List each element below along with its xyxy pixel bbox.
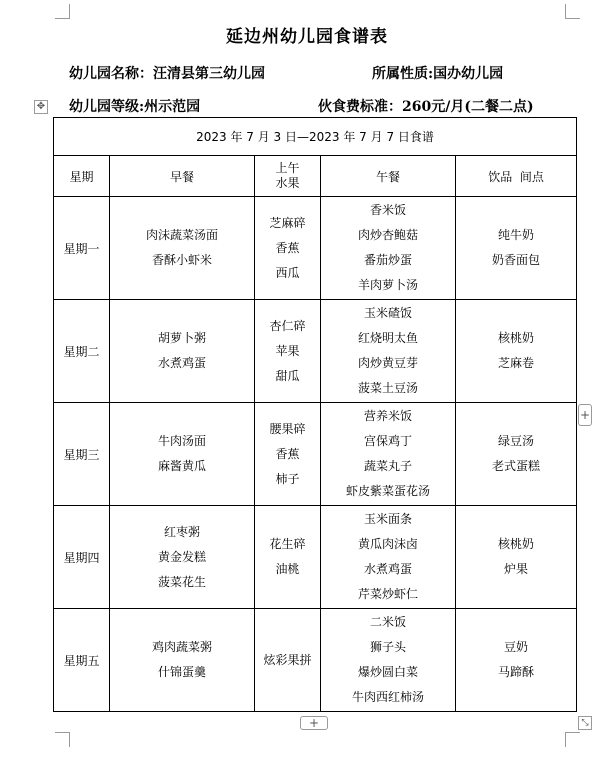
drink-cell [456,609,577,712]
day-cell: 星期四 [54,506,110,609]
header-drink-snack: 饮品 间点 [456,156,577,197]
table-move-handle-icon[interactable]: ✥ [34,100,48,114]
table-resize-handle-icon[interactable]: ⤡ [578,716,592,730]
fruit-cell [255,300,321,403]
breakfast-item: 肉沫蔬菜汤面 [145,228,218,242]
lunch-item: 肉炒黄豆芽 [357,356,418,370]
breakfast-item: 菠菜花生 [157,574,206,589]
fruit-cell [255,403,321,506]
document-title: 延边州幼儿园食谱表 [226,27,388,47]
drink-item: 核桃奶 [498,537,535,551]
lunch-item: 芹菜炒虾仁 [357,587,418,601]
breakfast-item: 红枣粥 [163,524,200,539]
breakfast-cell [110,403,255,506]
drink-item: 老式蛋糕 [492,459,541,473]
table-row [54,197,577,300]
day-cell: 星期三 [54,403,110,506]
fruit-cell [255,506,321,609]
drink-cell [456,506,577,609]
drink-item: 纯牛奶 [498,228,535,242]
fruit-item: 西瓜 [275,265,300,280]
lunch-item: 狮子头 [369,640,406,654]
fruit-item: 杏仁碎 [269,318,306,333]
lunch-item: 水煮鸡蛋 [363,562,412,576]
drink-item: 炉果 [504,562,529,576]
lunch-item: 菠菜土豆汤 [357,381,418,395]
fruit-item: 花生碎 [269,537,306,551]
lunch-item: 玉米碴饭 [363,306,412,320]
drink-cell [456,403,577,506]
lunch-cell [321,506,456,609]
drink-cell [456,300,577,403]
crop-mark-bottom-right [565,732,580,747]
fruit-item: 甜瓜 [275,368,300,383]
breakfast-item: 麻酱黄瓜 [157,459,206,473]
lunch-cell [321,197,456,300]
kindergarten-name: 幼儿园名称：汪清县第三幼儿园 [69,66,265,82]
drink-item: 豆奶 [504,640,529,654]
table-row [54,300,577,403]
fruit-item: 香蕉 [275,446,300,461]
breakfast-item: 香酥小虾米 [151,253,212,267]
breakfast-cell [110,300,255,403]
fruit-item: 油桃 [275,562,300,576]
breakfast-item: 鸡肉蔬菜粥 [151,640,212,654]
lunch-item: 蔬菜丸子 [363,459,412,473]
breakfast-item: 黄金发糕 [157,549,206,564]
add-row-button[interactable]: + [300,716,328,730]
day-cell: 星期五 [54,609,110,712]
lunch-item: 牛肉西红柿汤 [351,690,424,704]
table-row [54,403,577,506]
fruit-item: 香蕉 [275,240,300,255]
date-range-cell: 2023 年 7 月 3 日—2023 年 7 月 7 日食谱 [54,118,577,156]
menu-table [53,117,577,712]
fruit-item: 腰果碎 [269,421,306,436]
lunch-item: 宫保鸡丁 [363,434,412,448]
breakfast-item: 胡萝卜粥 [157,331,206,345]
lunch-item: 爆炒圆白菜 [357,665,418,679]
drink-item: 芝麻卷 [498,356,535,370]
lunch-item: 玉米面条 [363,512,412,526]
breakfast-cell [110,197,255,300]
drink-cell [456,197,577,300]
breakfast-item: 水煮鸡蛋 [157,356,206,370]
fruit-item: 芝麻碎 [269,215,306,230]
header-fruit-line1: 上午 [275,161,300,175]
header-breakfast: 早餐 [110,156,255,197]
day-cell: 星期二 [54,300,110,403]
table-row [54,506,577,609]
lunch-item: 香米饭 [369,203,406,217]
lunch-item: 红烧明太鱼 [357,331,418,345]
fruit-cell [255,609,321,712]
fruit-item: 柿子 [275,471,300,486]
lunch-item: 黄瓜肉沫卤 [357,537,418,551]
drink-item: 马蹄酥 [498,665,535,679]
table-row [54,609,577,712]
breakfast-item: 牛肉汤面 [157,434,206,448]
header-fruit [255,156,321,197]
meal-fee-standard: 伙食费标准：260元/月(二餐二点) [318,99,534,115]
crop-mark-top-right [565,4,580,19]
lunch-item: 羊肉萝卜汤 [357,278,418,292]
drink-item: 绿豆汤 [498,434,535,448]
lunch-cell [321,609,456,712]
breakfast-item: 什锦蛋羹 [157,665,206,679]
fruit-item: 苹果 [275,343,300,358]
header-lunch: 午餐 [321,156,456,197]
day-cell: 星期一 [54,197,110,300]
lunch-item: 二米饭 [369,615,406,629]
drink-item: 奶香面包 [492,253,541,267]
add-column-button[interactable]: + [578,404,592,426]
drink-item: 核桃奶 [498,331,535,345]
lunch-item: 虾皮紫菜蛋花汤 [345,484,430,498]
lunch-cell [321,300,456,403]
breakfast-cell [110,609,255,712]
lunch-item: 番茄炒蛋 [363,253,412,267]
lunch-cell [321,403,456,506]
header-fruit-line2: 水果 [275,176,300,190]
fruit-cell [255,197,321,300]
header-day: 星期 [54,156,110,197]
fruit-item: 炫彩果拼 [263,652,312,667]
breakfast-cell [110,506,255,609]
crop-mark-bottom-left [55,732,70,747]
kindergarten-level: 幼儿园等级:州示范园 [69,99,201,115]
lunch-item: 营养米饭 [363,409,412,423]
kindergarten-type: 所属性质:国办幼儿园 [372,66,504,82]
lunch-item: 肉炒杏鲍菇 [357,228,418,242]
crop-mark-top-left [55,4,70,19]
